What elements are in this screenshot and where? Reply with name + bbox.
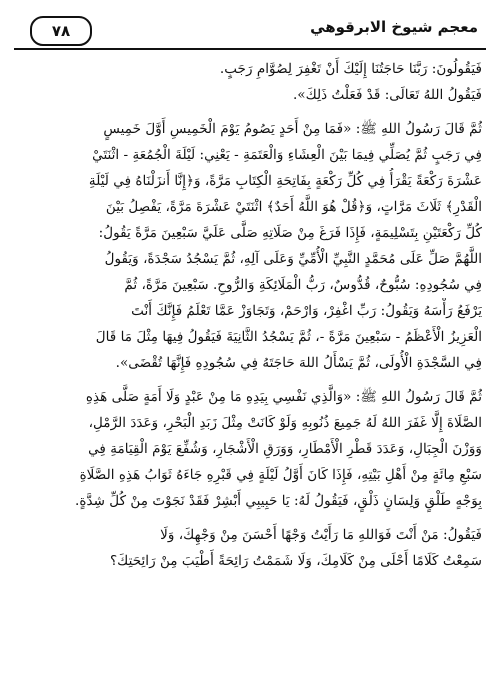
book-title: معجم شيوخ الابرقوهي (310, 18, 478, 36)
text-line: فَيَقُولُونَ: رَبَّنَا حَاجَتُنَا إِلَيْكَ أَنْ تَغْفِرَ لِصُوَّامِ رَجَبٍ. (219, 61, 482, 77)
text-line: بِوَجْهٍ طَلْقٍ وَلِسَانٍ ذَلْقٍ، فَيَقُولُ لَهُ: يَا حَبِيبِي أَبْشِرْ فَقَدْ نَجَوْتَ مِنْ كُلِّ شِدَّةٍ. (75, 493, 482, 509)
text-line: فِي رَجَبٍ ثُمَّ يُصَلِّي فِيمَا بَيْنَ الْعِشَاءِ وَالْعَتَمَةِ - يَعْنِي: لَيْلَةَ الْجُمُعَةِ - اثْنَتَيْ (92, 147, 482, 163)
text-line: فِي سُجُودِهِ: سُبُّوحٌ، قُدُّوسٌ، رَبُّ الْمَلَائِكَةِ وَالرُّوحِ. سَبْعِينَ مَرَّةً، ثُمَّ (124, 277, 482, 293)
text-line: اللَّهُمَّ صَلِّ عَلَى مُحَمَّدٍ النَّبِيِّ الْأُمِّيِّ وَعَلَى آلِهِ، ثُمَّ يَسْجُدُ سَجْدَةً، وَيَقُولُ (104, 251, 482, 267)
text-line: الصَّلَاةَ إِلَّا غَفَرَ اللهُ لَهُ جَمِيعَ ذُنُوبِهِ وَلَوْ كَانَتْ مِثْلَ زَبَدِ الْبَحْرِ، وَعَدَدَ الرَّمْلِ، (88, 415, 482, 431)
page-header (14, 14, 486, 50)
text-line: ثُمَّ قَالَ رَسُولُ اللهِ ﷺ: «فَمَا مِنْ أَحَدٍ يَصُومُ يَوْمَ الْخَمِيسِ أَوَّلَ خَمِيسٍ (103, 121, 482, 137)
text-line: الْعَزِيزُ الْأَعْظَمُ - سَبْعِينَ مَرَّةً -، ثُمَّ يَسْجُدُ الثَّانِيَةَ فَيَقُولُ فِيهَا مِثْلَ مَا قَالَ (95, 329, 482, 345)
text-line: فَيَقُولُ اللهُ تَعَالَى: قَدْ فَعَلْتُ ذَلِكَ». (292, 87, 482, 103)
text-line: فَيَقُولُ: مَنْ أَنْتَ فَوَاللهِ مَا رَأَيْتُ وَجْهًا أَحْسَنَ مِنْ وَجْهِكَ، وَلَا (160, 527, 482, 543)
paragraph-gap (18, 376, 482, 384)
text-line: كُلِّ رَكْعَتَيْنِ بِتَسْلِيمَةٍ، فَإِذَا فَرَغَ مِنْ صَلَاتِهِ صَلَّى عَلَيَّ سَبْعِينَ مَرَّةً يَقُولُ: (98, 225, 482, 241)
page-body (18, 56, 482, 574)
page-number-badge: ٧٨ (30, 16, 92, 46)
text-line: سَبْعِ مِائَةٍ مِنْ أَهْلِ بَيْتِهِ، فَإِذَا كَانَ أَوَّلُ لَيْلَةٍ فِي قَبْرِهِ جَاءَهُ ثَوَابُ هَذِهِ الصَّلَاةِ (79, 467, 482, 483)
paragraph-gap (18, 514, 482, 522)
text-line: ثُمَّ قَالَ رَسُولُ اللهِ ﷺ: «وَالَّذِي نَفْسِي بِيَدِهِ مَا مِنْ عَبْدٍ وَلَا أَمَةٍ صَلَّى هَذِهِ (85, 389, 482, 405)
text-line: وَوَزْنَ الْجِبَالِ، وَعَدَدَ قَطْرِ الْأَمْطَارِ، وَوَرَقِ الْأَشْجَارِ، وَشُفِّعَ يَوْمَ الْقِيَامَةِ فِي (88, 441, 482, 457)
text-line: سَمِعْتُ كَلَامًا أَحْلَى مِنْ كَلَامِكَ، وَلَا شَمَمْتُ رَائِحَةً أَطْيَبَ مِنْ رَائِحَتِكَ؟ (109, 553, 482, 569)
text-line: فِي السَّجْدَةِ الْأُولَى، ثُمَّ يَسْأَلُ اللهَ حَاجَتَهُ فِي سُجُودِهِ فَإِنَّهَا تُقْضَى». (115, 355, 482, 371)
paragraph-gap (18, 108, 482, 116)
text-line: الْقَدْرِ﴾ ثَلَاثَ مَرَّاتٍ، وَ﴿قُلْ هُوَ اللَّهُ أَحَدٌ﴾ اثْنَتَيْ عَشْرَةَ مَرَّةً، يَفْصِلُ بَيْنَ (105, 199, 482, 215)
text-line: يَرْفَعُ رَأْسَهُ وَيَقُولُ: رَبِّ اغْفِرْ، وَارْحَمْ، وَتَجَاوَزْ عَمَّا تَعْلَمُ فَإِنَّكَ أَنْتَ (131, 303, 482, 319)
text-line: عَشْرَةَ رَكْعَةً يَقْرَأُ فِي كُلِّ رَكْعَةٍ بِفَاتِحَةِ الْكِتَابِ مَرَّةً، وَ﴿إِنَّا أَنزَلْنَاهُ فِي لَيْلَةِ (88, 173, 482, 189)
